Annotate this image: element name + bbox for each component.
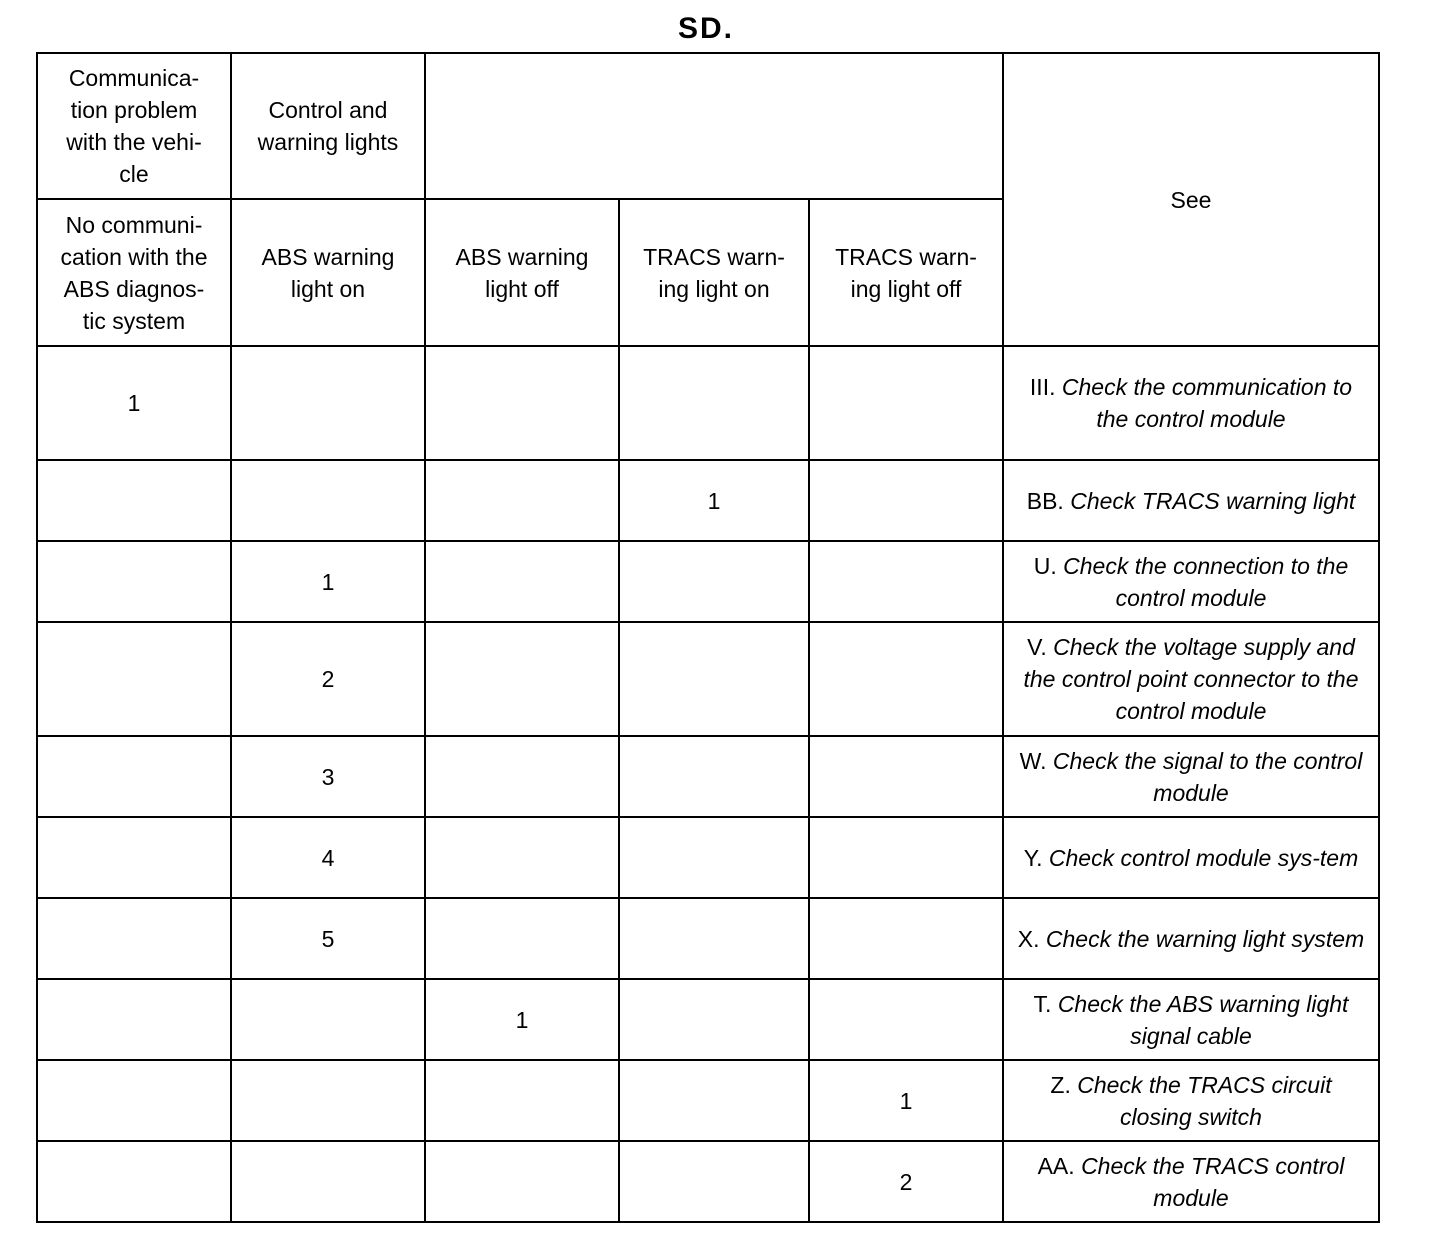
table-cell: [619, 898, 809, 979]
see-code: W.: [1019, 747, 1053, 774]
see-code: BB.: [1026, 487, 1071, 514]
table-cell: [425, 736, 619, 817]
see-reference: [1003, 817, 1379, 898]
table-cell: [231, 979, 425, 1060]
see-reference: [1003, 460, 1379, 541]
table-cell: [809, 622, 1003, 736]
header-blank: [425, 53, 1003, 199]
table-cell: [231, 460, 425, 541]
table-cell: [231, 346, 425, 460]
table-cell: [425, 541, 619, 622]
table-row: [37, 979, 1379, 1060]
table-cell: [809, 736, 1003, 817]
header-communication-problem: Communica- tion problem with the vehi- cle: [37, 53, 231, 199]
header-tracs-on: TRACS warn- ing light on: [619, 199, 809, 346]
see-reference: [1003, 622, 1379, 736]
see-code: Z.: [1050, 1071, 1078, 1098]
table-cell: 1: [809, 1060, 1003, 1141]
table-cell: 2: [231, 622, 425, 736]
table-cell: [619, 622, 809, 736]
header-see: See: [1003, 53, 1379, 346]
see-text: Check the signal to the control module: [1052, 747, 1363, 806]
table-cell: [619, 1141, 809, 1222]
table-cell: [619, 1060, 809, 1141]
table-row: [37, 1141, 1379, 1222]
table-cell: [809, 460, 1003, 541]
table-cell: [37, 1060, 231, 1141]
table-cell: [809, 541, 1003, 622]
table-row: [37, 541, 1379, 622]
table-cell: [231, 1060, 425, 1141]
see-reference: [1003, 979, 1379, 1060]
table-cell: [37, 979, 231, 1060]
table-cell: 1: [37, 346, 231, 460]
table-row: [37, 1060, 1379, 1141]
see-reference: [1003, 1141, 1379, 1222]
table-cell: [37, 1141, 231, 1222]
table-cell: [619, 541, 809, 622]
see-text: Check the connection to the control module: [1063, 552, 1349, 611]
header-abs-on: ABS warning light on: [231, 199, 425, 346]
table-cell: [425, 346, 619, 460]
see-code: T.: [1033, 990, 1058, 1017]
table-cell: [425, 622, 619, 736]
table-cell: [809, 898, 1003, 979]
table-cell: [37, 898, 231, 979]
see-text: Check the ABS warning light signal cable: [1057, 990, 1349, 1049]
see-text: Check TRACS warning light: [1070, 487, 1356, 514]
see-reference: [1003, 898, 1379, 979]
table-cell: 3: [231, 736, 425, 817]
header-control-warning-lights: Control and warning lights: [231, 53, 425, 199]
table-cell: [425, 460, 619, 541]
see-text: Check control module sys-tem: [1048, 844, 1359, 871]
header-abs-off: ABS warning light off: [425, 199, 619, 346]
see-reference: [1003, 1060, 1379, 1141]
table-cell: 1: [619, 460, 809, 541]
see-text: Check the TRACS control module: [1081, 1152, 1345, 1211]
see-code: III.: [1029, 374, 1062, 400]
see-text: Check the TRACS circuit closing switch: [1077, 1071, 1332, 1130]
table-cell: 1: [425, 979, 619, 1060]
table-cell: [37, 736, 231, 817]
table-cell: [809, 817, 1003, 898]
table-cell: 1: [231, 541, 425, 622]
see-reference: [1003, 346, 1379, 460]
header-no-communication: No communi- cation with the ABS diagnos- tic system: [37, 199, 231, 346]
table-cell: [619, 346, 809, 460]
table-row: [37, 817, 1379, 898]
table-cell: [809, 346, 1003, 460]
table-cell: [619, 817, 809, 898]
see-text: Check the voltage supply and the control point connector to the control module: [1023, 634, 1359, 724]
see-code: AA.: [1037, 1152, 1082, 1179]
table-cell: 5: [231, 898, 425, 979]
table-cell: 2: [809, 1141, 1003, 1222]
table-row: [37, 898, 1379, 979]
table-cell: [425, 817, 619, 898]
table-cell: [425, 1141, 619, 1222]
page-title: SD.: [677, 12, 734, 45]
table-cell: [231, 1141, 425, 1222]
table-cell: [37, 817, 231, 898]
table-row: [37, 622, 1379, 736]
header-row-top: [37, 53, 1379, 199]
table-cell: [619, 736, 809, 817]
table-cell: [809, 979, 1003, 1060]
see-code: V.: [1027, 634, 1054, 660]
see-code: Y.: [1023, 844, 1049, 871]
table-cell: [37, 460, 231, 541]
see-reference: [1003, 541, 1379, 622]
table-cell: [37, 622, 231, 736]
table-cell: [425, 898, 619, 979]
see-code: U.: [1033, 552, 1064, 579]
table-row: [37, 346, 1379, 460]
table-cell: [425, 1060, 619, 1141]
table-cell: [619, 979, 809, 1060]
see-reference: [1003, 736, 1379, 817]
table-cell: 4: [231, 817, 425, 898]
table-row: [37, 460, 1379, 541]
header-tracs-off: TRACS warn- ing light off: [809, 199, 1003, 346]
table-cell: [37, 541, 231, 622]
diagnostic-table: [36, 52, 1380, 1223]
table-row: [37, 736, 1379, 817]
see-text: Check the warning light system: [1045, 925, 1365, 952]
see-text: Check the communication to the control module: [1061, 374, 1353, 432]
see-code: X.: [1017, 925, 1046, 952]
